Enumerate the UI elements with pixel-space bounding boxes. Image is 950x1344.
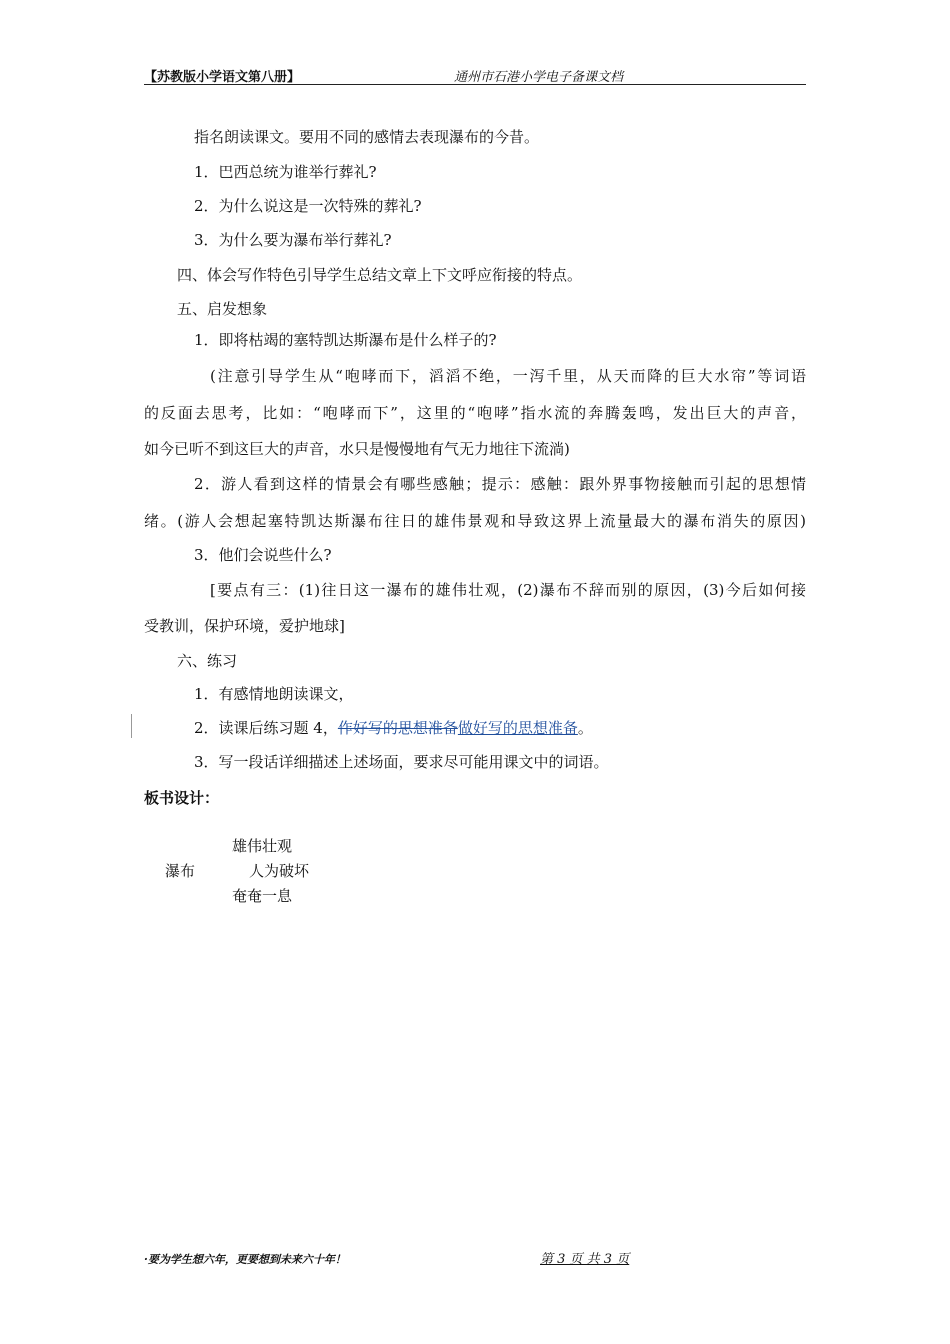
question-1: 1．巴西总统为谁举行葬礼? — [194, 163, 377, 181]
exercise-2 — [194, 718, 593, 738]
board-design-title: 板书设计： — [144, 789, 220, 807]
board-center-term: 瀑布 — [165, 862, 196, 880]
board-line-1: 雄伟壮观 — [232, 837, 293, 855]
header-school-title: 通州市石港小学电子备课文档 — [454, 70, 624, 85]
tracked-insertion: 做好写的思想准备 — [457, 719, 578, 737]
exercise-2-prefix: 2．读课后练习题 4， — [194, 719, 338, 737]
page-header — [144, 66, 806, 85]
note-1-line-b: 的反面去思考，比如：“咆哮而下”，这里的“咆哮”指水流的奔腾轰鸣，发出巨大的声音， — [144, 404, 806, 422]
question-3: 3．为什么要为瀑布举行葬礼? — [194, 231, 392, 249]
paragraph-read-aloud: 指名朗读课文。要用不同的感情去表现瀑布的今昔。 — [194, 128, 540, 146]
section-6-heading: 六、练习 — [177, 652, 238, 670]
footer-motto: ·要为学生想六年，更要想到未来六十年！ — [144, 1253, 346, 1266]
exercise-1: 1．有感情地朗读课文， — [194, 685, 354, 703]
section-5-heading: 五、启发想象 — [177, 300, 268, 318]
imagine-item-3: 3．他们会说些什么? — [194, 546, 332, 564]
imagine-item-2-line-a: 2．游人看到这样的情景会有哪些感触；提示：感触：跟外界事物接触而引起的思想情 — [194, 475, 806, 493]
header-book-title: 【苏教版小学语文第八册】 — [144, 70, 301, 85]
key-points-line-b: 受教训，保护环境，爱护地球] — [144, 617, 345, 635]
section-4-heading: 四、体会写作特色引导学生总结文章上下文呼应衔接的特点。 — [177, 266, 583, 284]
exercise-2-suffix: 。 — [577, 719, 593, 737]
key-points-line-a: [要点有三：(1)往日这一瀑布的雄伟壮观，(2)瀑布不辞而别的原因，(3)今后如何接 — [210, 581, 806, 599]
footer-page-number: 第 3 页 共 3 页 — [540, 1252, 630, 1267]
imagine-item-2-line-b: 绪。(游人会想起塞特凯达斯瀑布往日的雄伟景观和导致这界上流量最大的瀑布消失的原因) — [144, 512, 806, 530]
board-line-2: 人为破坏 — [249, 862, 310, 880]
question-2: 2．为什么说这是一次特殊的葬礼? — [194, 197, 422, 215]
note-1-line-a: (注意引导学生从“咆哮而下，滔滔不绝，一泻千里，从天而降的巨大水帘”等词语 — [210, 367, 806, 385]
note-1-line-c: 如今已听不到这巨大的声音，水只是慢慢地有气无力地往下流淌) — [144, 440, 570, 458]
imagine-item-1: 1．即将枯竭的塞特凯达斯瀑布是什么样子的? — [194, 331, 497, 349]
board-line-3: 奄奄一息 — [232, 887, 293, 905]
revision-change-bar — [131, 714, 132, 738]
tracked-deletion: 作好写的思想准备 — [337, 719, 458, 737]
exercise-3: 3．写一段话详细描述上述场面，要求尽可能用课文中的词语。 — [194, 753, 609, 771]
